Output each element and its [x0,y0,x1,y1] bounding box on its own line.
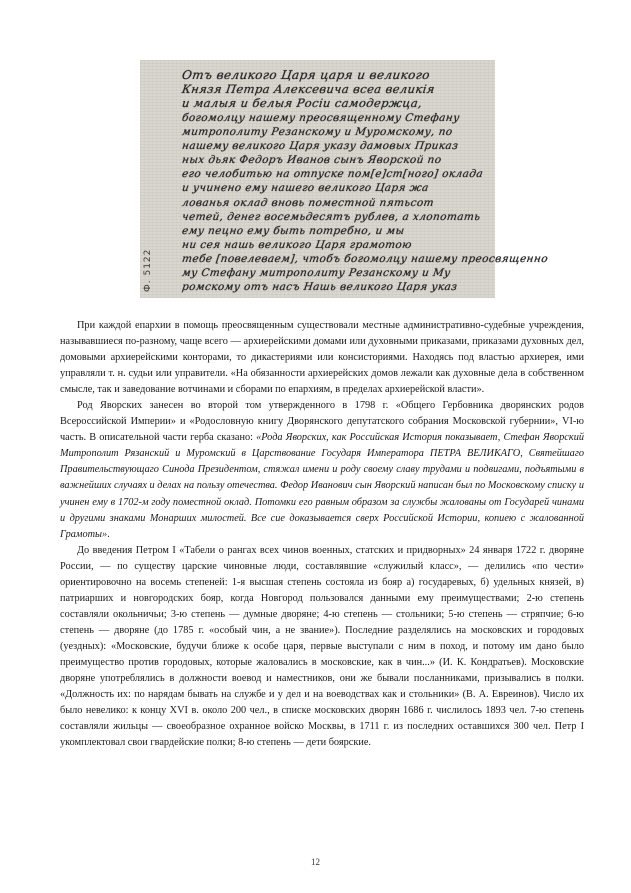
body-text [60,318,584,751]
italic-quote: «Рода Яворских, как Российская История показывает, Стефан Яворский Митрополит Рязанский и Муромский в Царствование Государя Императора ПЕТРА ВЕЛИКАГО, Святейшаго Правительствующаго Синода Президентом, стяжал имени и роду своему славу трудами и подвигами, подъятыми в важнейших случаях и делах на пользу отечества. Федор Иванович сын Яворский написан был по Московскому списку и учинен ему в 1702-м году поместной оклад. Потомки его равным образом за службы жалованы от Государей чинами и другими знаками Монарших милостей. Все сие доказывается сверх Российской Истории, копиею с жалованной Грамоты» [60,432,584,540]
manuscript-line: нашему великого Царя указу дамовых Приказ [181,140,460,152]
manuscript-line: ему пецно ему быть потребно, и мы [181,225,406,237]
text-run: Род Яворских занесен во второй том утвержденного в 1798 г. «Общего Гербовника дворянских родов Всероссийской Империи» и «Родословную книгу Дворянского депутатского собрания Московской губернии», VI-ю часть. В описательной части герба сказано: [60,400,584,444]
paragraph [60,318,584,398]
manuscript-line: митрополиту Резанскому и Муромскому, по [181,126,454,138]
paragraph [60,398,584,542]
paragraph [60,543,584,752]
manuscript-line: тебе [повелеваем], чтобъ богомолцу нашему преосвященно [181,253,549,265]
manuscript-line: ромскому отъ насъ Нашь великого Царя указ [181,281,459,293]
manuscript-image [140,60,549,298]
manuscript-line: ных дьяк Федоръ Иванов сынъ Яворской по [181,154,443,166]
manuscript-line: четей, денег восемьдесятъ рублев, а хлопотать [181,211,482,223]
manuscript-line: ни сея нашь великого Царя грамотою [181,239,413,251]
manuscript-line: и малыя и белыя Росiи самодержца, [181,96,424,110]
manuscript-line: му Стефану митрополиту Резанскому и Му [181,267,452,279]
text-run: До введения Петром I «Табели о рангах всех чинов военных, статских и придворных» 24 января 1722 г. дворяне России, — по существу царские чиновные люди, составлявшие «служилый класс», — делились «по чести» ориентировочно на восемь степеней: 1-я высшая степень состояла из бояр а) государевых, б) удельных князей, в) патриарших и новгородских бояр, когда Новгород пользовался данными ему преимуществами; 2-ю степень составляли окольничьи; 3-ю степень — думные дворяне; 4-ю степень — стольники; 5-ю степень — стряпчие; 6-ю степень — дворяне (до 1785 г. «особый чин, а не звание»). Последние разделялись на московских и городовых (уездных): «Московские, будучи ближе к особе царя, первые выступали с ним в поход, и потому им дано было преимущество против городовых, которые жаловались в московские, как в чин...» (И. К. Кондратьев). Московские дворяне употреблялись в должности воевод и наместников, они же бывали посланниками, призывались в полки. «Должность их: по нарядам бывать на службе и у дел и на воеводствах как и стольники» (В. А. Евреинов). Число их было невелико: к концу XVI в. около 200 чел., в списке московских дворян 1686 г. числилось 1893 чел. 7-ю степень составляли жильцы — своеобразное охранное войско Москвы, в 1711 г. из последних оставшихся 300 чел. Петр I укомплектовал свои гвардейские полки; 8-ю степень — дети боярские. [60,544,584,749]
text-run: . [107,528,110,540]
text-run: При каждой епархии в помощь преосвященным существовали местные административно-судебные учреждения, называвшиеся по-разному, чаще всего — архиерейскими домами или духовными приказами, приказами духовных дел, домовыми архиерейскими конторами, то дикастериями или консисториями. Находясь под властью архиерея, ими управляли т. н. судьи или управители. «На обязанности архиерейских домов лежали как духовные дела в собственном смысле, так и заведование вотчинами и сборами по епархиям, в пределах архиерейской власти». [60,320,584,396]
manuscript-line: Князя Петра Алексевича всеа великiя [181,82,436,96]
manuscript-line: Отъ великого Царя царя и великого [181,68,431,82]
archive-stamp: Ф. 5122 [143,248,153,292]
page-number: 12 [311,857,320,867]
manuscript-line: его челобитью на отпуске пом[е]ст[ного] оклада [181,168,484,180]
manuscript-line: и учинено ему нашего великого Царя жа [181,182,430,194]
manuscript-line: лованья оклад вновь поместной пятьсот [181,197,435,209]
manuscript-line: богомолцу нашему преосвященному Стефану [181,112,461,124]
